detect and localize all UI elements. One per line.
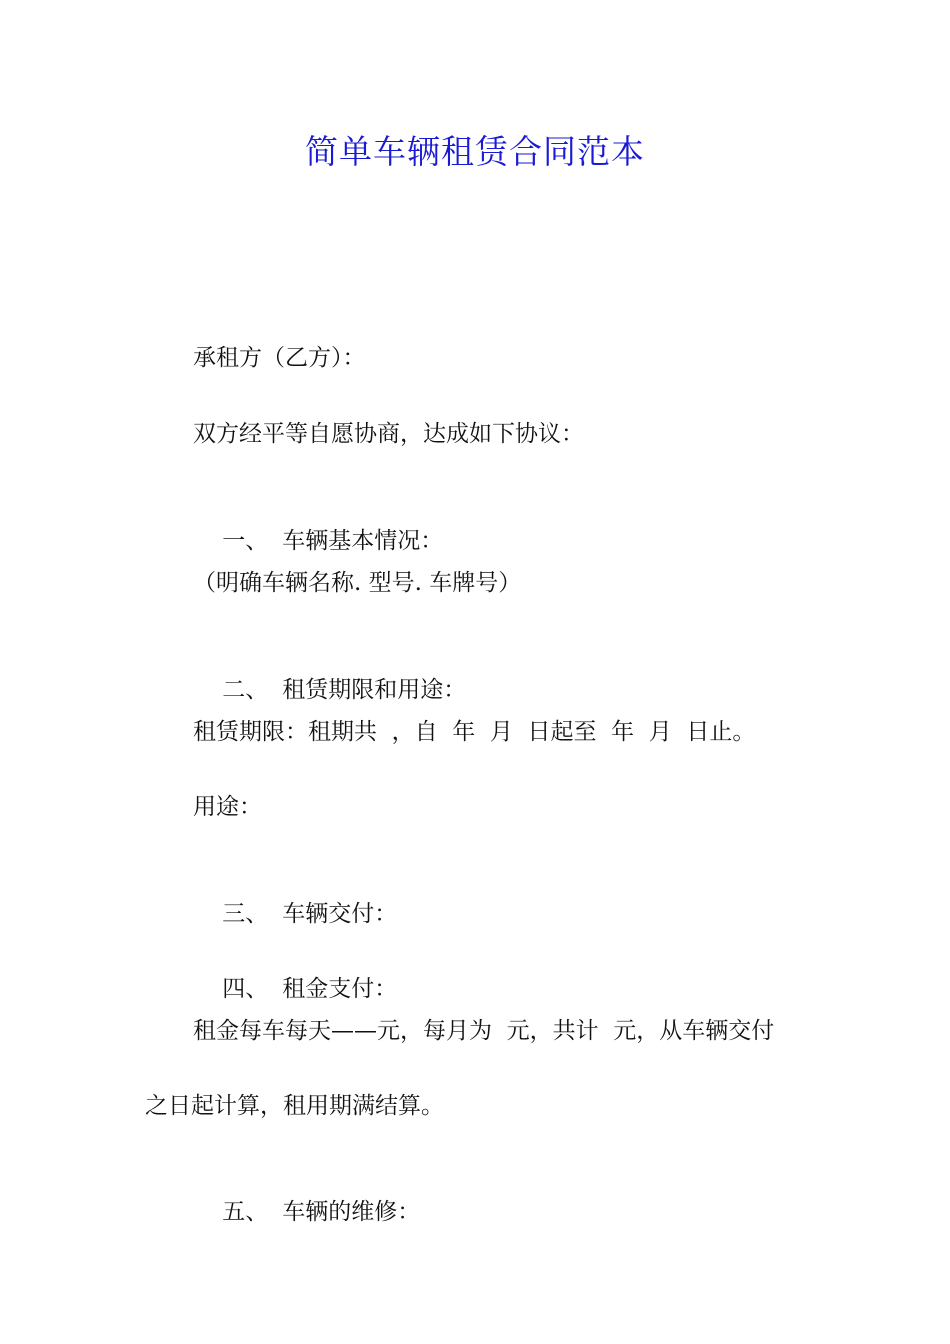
lease-term-line: 租赁期限：租期共 ，自 年 月 日起至 年 月 日止。 xyxy=(193,719,756,745)
agreement-intro: 双方经平等自愿协商，达成如下协议： xyxy=(193,421,584,447)
section-title: 车辆的维修： xyxy=(282,1199,421,1225)
rent-payment-paragraph: 租金每车每天——元，每月为 元，共计 元，从车辆交付 xyxy=(193,1018,775,1044)
section-number: 四、 xyxy=(222,976,269,1002)
section-title: 租赁期限和用途： xyxy=(282,677,467,703)
section-title: 车辆交付： xyxy=(282,901,398,927)
section-number: 一、 xyxy=(222,528,269,554)
section-number: 五、 xyxy=(222,1199,269,1225)
document-title: 简单车辆租赁合同范本 xyxy=(305,132,645,171)
rent-payment-paragraph-cont: 之日起计算，租用期满结算。 xyxy=(145,1093,444,1119)
section-title: 租金支付： xyxy=(282,976,398,1002)
section-number: 二、 xyxy=(222,677,269,703)
section-number: 三、 xyxy=(222,901,269,927)
usage-line: 用途： xyxy=(193,794,262,820)
section-title: 车辆基本情况： xyxy=(282,528,444,554)
lessee-line: 承租方（乙方）： xyxy=(193,345,366,371)
section-5-heading xyxy=(193,1164,420,1260)
vehicle-details-note: （明确车辆名称. 型号. 车牌号） xyxy=(193,570,522,596)
